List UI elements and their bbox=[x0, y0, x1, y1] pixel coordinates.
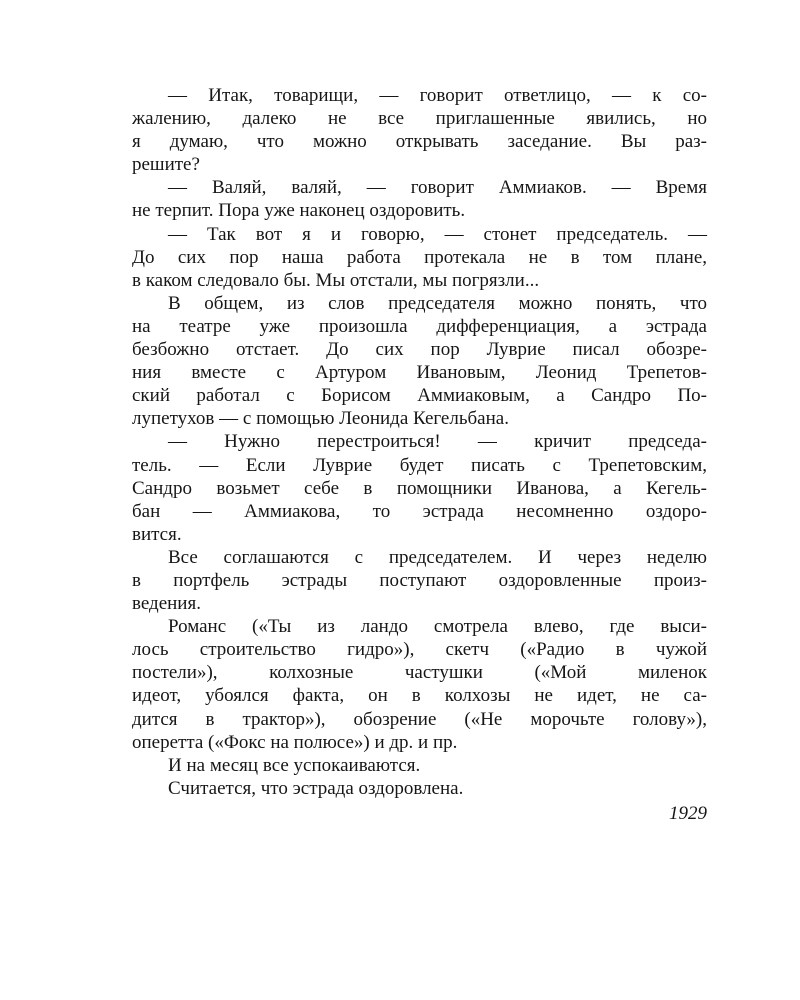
text-line: решите? bbox=[132, 154, 200, 176]
text-line: тель. — Если Луврие будет писать с Трепетовским, bbox=[132, 454, 707, 476]
text-line: вится. bbox=[132, 523, 182, 545]
text-line: на театре уже произошла дифференциация, а эстрада bbox=[132, 315, 707, 337]
text-line: дится в трактор»), обозрение («Не морочьте голову»), bbox=[132, 708, 707, 730]
document-page bbox=[132, 84, 707, 825]
text-line: постели»), колхозные частушки («Мой миленок bbox=[132, 662, 707, 684]
text-line: — Итак, товарищи, — говорит ответлицо, — к со- bbox=[168, 85, 707, 106]
text-line: До сих пор наша работа протекала не в том плане, bbox=[132, 246, 707, 268]
text-line: лупетухов — с помощью Леонида Кегельбана. bbox=[132, 408, 509, 430]
text-line: оперетта («Фокс на полюсе») и др. и пр. bbox=[132, 731, 458, 753]
text-line: Сандро возьмет себе в помощники Иванова, а Кегель- bbox=[132, 477, 707, 499]
text-line: Романс («Ты из ландо смотрела влево, где выси- bbox=[168, 616, 707, 638]
text-line: ский работал с Борисом Аммиаковым, а Сандро По- bbox=[132, 385, 707, 407]
text-line: в каком следовало бы. Мы отстали, мы погрязли... bbox=[132, 269, 540, 291]
text-line: идеот, убоялся факта, он в колхозы не идет, не са- bbox=[132, 685, 707, 707]
text-line: В общем, из слов председателя можно понять, что bbox=[168, 292, 707, 314]
year-signature: 1929 bbox=[669, 802, 707, 824]
text-line: И на месяц все успокаиваются. bbox=[168, 754, 421, 776]
text-line: Считается, что эстрада оздоровлена. bbox=[168, 777, 464, 799]
text-line: Все соглашаются с председателем. И через неделю bbox=[168, 546, 707, 568]
text-line: бан — Аммиакова, то эстрада несомненно оздоро- bbox=[132, 500, 707, 522]
text-line: ведения. bbox=[132, 593, 201, 615]
text-line: лось строительство гидро»), скетч («Радио в чужой bbox=[132, 639, 707, 661]
text-line: не терпит. Пора уже наконец оздоровить. bbox=[132, 200, 466, 222]
text-line: — Нужно перестроиться! — кричит председа- bbox=[168, 431, 707, 453]
text-line: — Так вот я и говорю, — стонет председатель. — bbox=[168, 223, 707, 245]
text-line: — Валяй, валяй, — говорит Аммиаков. — Время bbox=[168, 177, 707, 199]
text-line: я думаю, что можно открывать заседание. Вы раз- bbox=[132, 131, 707, 153]
text-line: в портфель эстрады поступают оздоровленные произ- bbox=[132, 569, 707, 591]
text-line: безбожно отстает. До сих пор Луврие писал обозре- bbox=[132, 339, 707, 361]
text-line: жалению, далеко не все приглашенные явились, но bbox=[132, 108, 707, 130]
text-line: ния вместе с Артуром Ивановым, Леонид Трепетов- bbox=[132, 362, 707, 384]
